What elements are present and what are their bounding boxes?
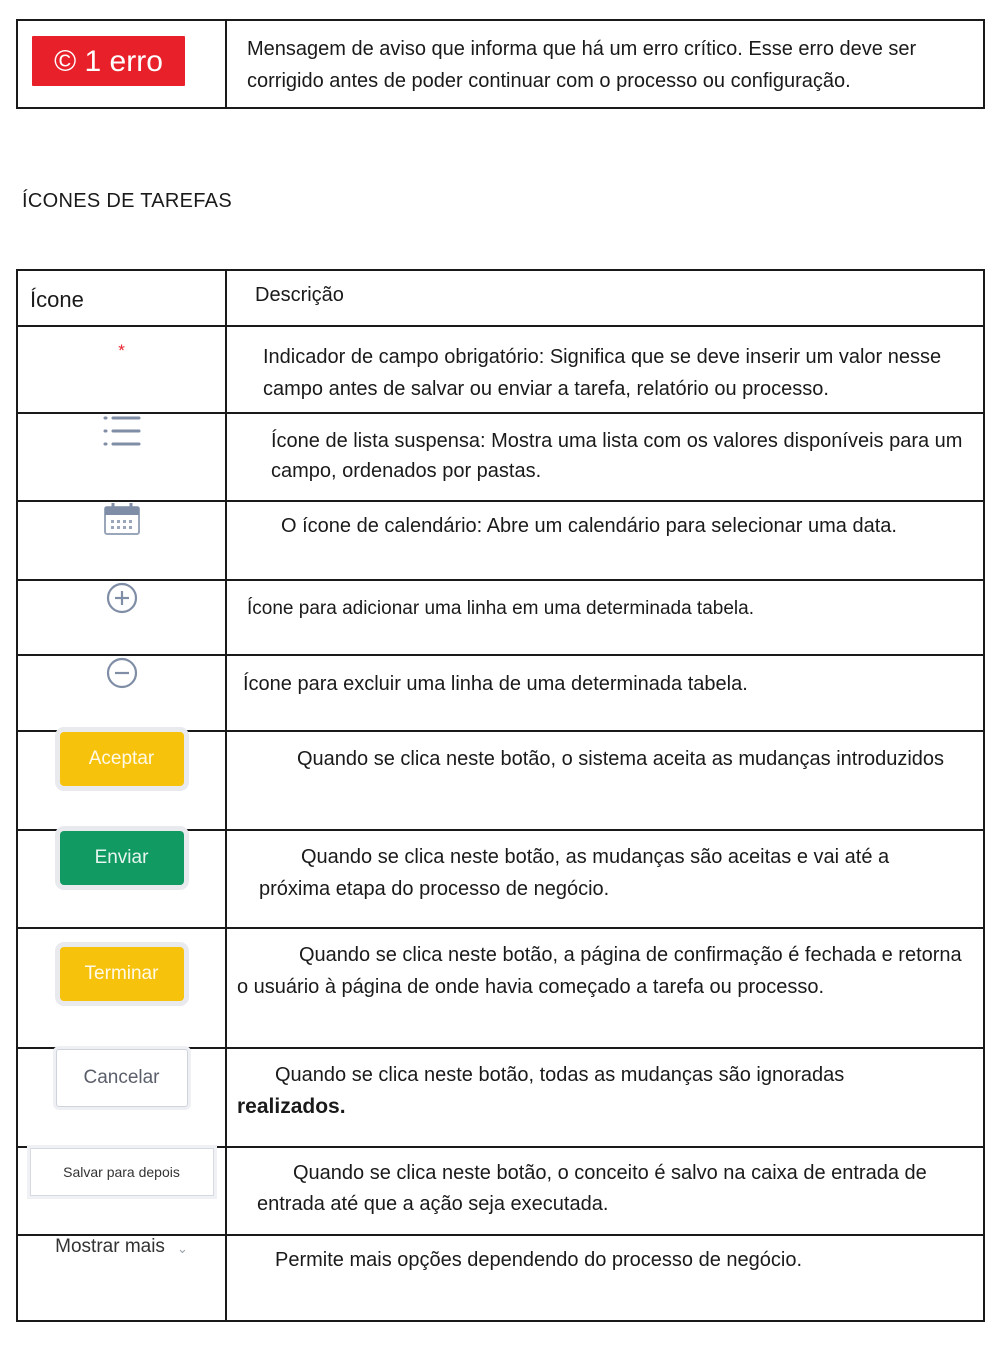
plus-circle-icon — [105, 581, 139, 615]
icon-cell — [17, 830, 226, 928]
error-description: Mensagem de aviso que informa que há um erro crítico. Esse erro deve ser corrigido antes de poder continuar com o processo ou configuração. — [247, 38, 917, 92]
error-description-cell — [226, 20, 984, 108]
row-description: Quando se clica neste botão, o conceito é salvo na caixa de entrada de entrada até que a ação seja executada. — [257, 1162, 927, 1215]
row-description: Permite mais opções dependendo do processo de negócio. — [275, 1249, 803, 1271]
row-description: Quando se clica neste botão, o sistema aceita as mudanças introduzidos — [297, 748, 945, 770]
description-cell — [226, 413, 984, 501]
row-description-bold: realizados. — [237, 1095, 346, 1118]
table-row — [17, 413, 984, 501]
icon-cell — [17, 928, 226, 1048]
description-cell — [226, 928, 984, 1048]
list-icon — [103, 414, 141, 448]
row-description: Quando se clica neste botão, todas as mudanças são ignoradas realizados. — [237, 1064, 845, 1118]
icon-cell — [17, 413, 226, 501]
table-row — [17, 326, 984, 413]
header-icon-label: Ícone — [30, 287, 84, 312]
cancel-button[interactable]: Cancelar — [56, 1049, 188, 1107]
minus-circle-icon — [105, 656, 139, 690]
description-cell — [226, 1048, 984, 1147]
icon-cell — [17, 1147, 226, 1235]
table-header-row — [17, 270, 984, 326]
icon-cell — [17, 1235, 226, 1321]
table-row — [17, 580, 984, 655]
description-cell — [226, 830, 984, 928]
header-description-cell — [226, 270, 984, 326]
save-for-later-button[interactable]: Salvar para depois — [30, 1148, 214, 1196]
table-row — [17, 1147, 984, 1235]
row-description: Ícone de lista suspensa: Mostra uma lista com os valores disponíveis para um campo, ordenados por pastas. — [271, 430, 963, 482]
icon-cell — [17, 655, 226, 731]
header-description-label: Descrição — [255, 284, 344, 306]
show-more-label: Mostrar mais — [55, 1236, 165, 1257]
icon-cell — [17, 731, 226, 830]
icon-cell — [17, 326, 226, 413]
send-button[interactable]: Enviar — [60, 831, 184, 885]
table-row — [17, 830, 984, 928]
description-cell — [226, 580, 984, 655]
description-cell — [226, 731, 984, 830]
table-row — [17, 1235, 984, 1321]
description-cell — [226, 1147, 984, 1235]
row-description: Ícone para adicionar uma linha em uma determinada tabela. — [247, 598, 754, 619]
header-icon-cell — [17, 270, 226, 326]
table-row — [17, 928, 984, 1048]
description-cell — [226, 655, 984, 731]
required-asterisk-icon: * — [118, 341, 125, 360]
row-description: Quando se clica neste botão, a página de confirmação é fechada e retorna o usuário à página de onde havia começado a tarefa ou processo. — [237, 944, 962, 998]
finish-button[interactable]: Terminar — [60, 947, 184, 1001]
icon-cell — [17, 580, 226, 655]
table-row — [17, 501, 984, 580]
row-description: Indicador de campo obrigatório: Significa que se deve inserir um valor nesse campo antes de salvar ou enviar a tarefa, relatório ou processo. — [263, 346, 942, 400]
description-cell — [226, 501, 984, 580]
accept-button[interactable]: Aceptar — [60, 732, 184, 786]
task-icons-table — [16, 269, 985, 1322]
description-cell — [226, 326, 984, 413]
icon-cell — [17, 1048, 226, 1147]
section-title: ÍCONES DE TAREFAS — [22, 190, 232, 212]
table-row — [17, 655, 984, 731]
chevron-down-icon: ⌄ — [176, 1241, 188, 1256]
show-more-button[interactable] — [55, 1236, 188, 1258]
description-cell — [226, 1235, 984, 1321]
table-row — [17, 1048, 984, 1147]
icon-cell — [17, 501, 226, 580]
error-message-table — [16, 19, 985, 109]
row-description: Quando se clica neste botão, as mudanças são aceitas e vai até a próxima etapa do processo de negócio. — [259, 846, 890, 900]
error-badge: © 1 erro — [32, 36, 185, 86]
error-badge-cell — [17, 20, 226, 108]
row-description: O ícone de calendário: Abre um calendário para selecionar uma data. — [281, 515, 897, 537]
table-row — [17, 731, 984, 830]
row-description: Ícone para excluir uma linha de uma determinada tabela. — [243, 673, 748, 695]
calendar-icon — [103, 502, 141, 536]
